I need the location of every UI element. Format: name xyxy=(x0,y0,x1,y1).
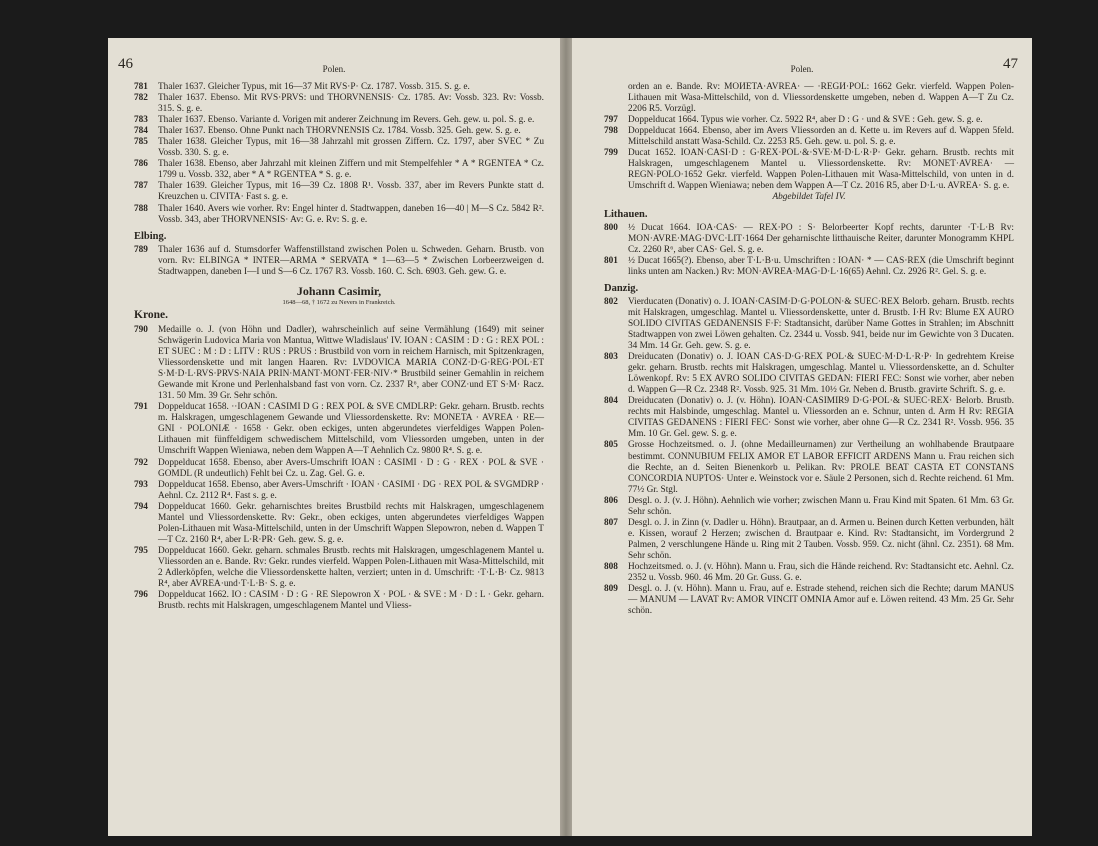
entry-text: Thaler 1637. Gleicher Typus, mit 16—37 Mit RVS·P· Cz. 1787. Vossb. 315. S. g. e. xyxy=(158,82,470,92)
entry-text: orden an e. Bande. Rv: MOИETA·AVREA· — ·REGИ·POL: 1662 Gekr. vierfeld. Wappen Polen-Lithauen mit Wasa-Mittelschild, von d. Vliessordenskette umgeben, neben d. Wappen A—T Zu Cz. 2206 R5. Vorzügl. xyxy=(628,82,1014,115)
entry-number: 799 xyxy=(604,148,618,159)
entry-number: 800 xyxy=(604,222,618,233)
entry-text: Thaler 1637. Ebenso. Mit RVS·PRVS: und THORVNENSIS· Cz. 1785. Av: Vossb. 323. Rv: Vossb. 315. S. g. e. xyxy=(158,93,544,115)
entry-number: 781 xyxy=(134,82,148,92)
entry-number: 787 xyxy=(134,181,148,192)
entry-text: Dreiducaten (Donativ) o. J. IOAN CAS·D·G·REX POL·& SUEC·M·D·L·R·P· In gedrehtem Kreise gekr. geharn. Brustb. rechts mit Halskragen, umgeschlag. Mantel u. Vliessordenskette, an d. Schulter Löwenkopf. Rv: 5 EX AVRO SOLIDO CIVITAS GEDAN: FIERI FEC: Sonst wie vorher, aber neben d. Wappen G—R Cz. 2348 R². Vossb. 925. 31 Mm. 10½ Gr. Neben d. Brustb. gravirte Schrift. S. g. e. xyxy=(628,352,1014,396)
entry-number: 788 xyxy=(134,203,148,214)
catalog-entry xyxy=(134,325,544,402)
catalog-entry xyxy=(134,126,544,137)
catalog-entry xyxy=(604,223,1014,256)
entry-text: Thaler 1638. Ebenso, aber Jahrzahl mit kleinen Ziffern und mit Stempelfehler * A * RGENTEA * Cz. 1799 u. Vossb. 332, aber * A * RGENTEA * S. g. e. xyxy=(158,159,544,181)
catalog-entry xyxy=(604,126,1014,148)
entry-text: Thaler 1638. Gleicher Typus, mit 16—38 Jahrzahl mit grossen Ziffern. Cz. 1797, aber SVEC * Zu Vossb. 330. S. g. e. xyxy=(158,137,544,159)
left-page xyxy=(108,38,560,836)
catalog-entry xyxy=(134,546,544,590)
entry-number: 804 xyxy=(604,396,618,407)
catalog-entry xyxy=(604,115,1014,126)
catalog-entry-continued xyxy=(604,82,1014,115)
entry-number: 796 xyxy=(134,590,148,601)
catalog-entry xyxy=(134,204,544,226)
right-column xyxy=(604,82,1014,617)
entry-number: 795 xyxy=(134,545,148,556)
entry-number: 806 xyxy=(604,495,618,506)
entry-text: Thaler 1637. Ebenso. Variante d. Vorigen mit anderer Zeichnung im Revers. Geh. gew. u. pol. S. g. e. xyxy=(158,115,535,126)
left-column xyxy=(134,82,544,612)
catalog-entry xyxy=(604,496,1014,518)
entry-number: 786 xyxy=(134,159,148,170)
entry-number: 794 xyxy=(134,501,148,512)
catalog-entry xyxy=(134,480,544,502)
catalog-entry xyxy=(134,402,544,457)
entry-text: Doppelducat 1658. Ebenso, aber Avers-Umschrift IOAN : CASIMI · D : G · REX · POL & SVE · GOMDL (R undeutlich) Fehlt bei Cz. u. Zag. Gel. G. e. xyxy=(158,457,544,479)
catalog-entry xyxy=(134,590,544,612)
entry-text: Doppelducat 1664. Ebenso, aber im Avers Vliessorden an d. Kette u. im Revers auf d. Wappen 5feld. Mittelschild anstatt Wasa-Schild. Cz. 2253 R5. Geh. gew. u. pol. S. g. e. xyxy=(628,126,1014,148)
entry-text: Hochzeitsmed. o. J. (v. Höhn). Mann u. Frau, sich die Hände reichend. Rv: Stadtansicht etc. Aehnl. Cz. 2352 u. Vossb. 960. 46 Mm. 20 Gr. Guss. G. e. xyxy=(628,561,1014,584)
catalog-entry xyxy=(134,159,544,181)
entry-text: Desgl. o. J. (v. Höhn). Mann u. Frau, auf e. Estrade stehend, reichen sich die Rechte; darum MANUS — MANUM — LAVAT Rv: AMOR VINCIT OMNIA Amor auf e. Löwen reitend. 43 Mm. 25 Gr. Sehr schön. xyxy=(628,584,1014,617)
entry-text: Desgl. o. J. in Zinn (v. Dadler u. Höhn). Brautpaar, an d. Armen u. Beinen durch Ketten verbunden, hält e. Kissen, worauf 2 Herzen; zwischen d. Brautpaar e. Kind. Rv: Stadtansicht, im Vordergrund 2 Palmen, 2 verschlungene Hände u. Ring mit 2 Tauben. Vossb. 959. Cz. nicht (ähnl. Cz. 2351). 68 Mm. Sehr schön. xyxy=(628,517,1014,561)
entry-number: 790 xyxy=(134,324,148,335)
section-heading-lithauen: Lithauen. xyxy=(604,208,648,220)
running-head: Polen. xyxy=(790,64,814,74)
entry-text: Thaler 1636 auf d. Stumsdorfer Waffenstillstand zwischen Polen u. Schweden. Geharn. Brustb. von vorn. Rv: ELBINGA * INTER—ARMA * SERVATA * 1—63—5 * Zwischen Lorbeerzweigen d. Stadtwappen, daneben I—I und S—6 Cz. 1767 R3. Vossb. 160. C. Sch. 6903. Geh. gew. G. e. xyxy=(158,244,544,277)
section-heading-danzig: Danzig. xyxy=(604,282,639,294)
entry-text: Doppelducat 1658. Ebenso, aber Avers-Umschrift · IOAN · CASIMI · DG · REX POL & SVGMDRP · Aehnl. Cz. 2112 R⁴. Fast s. g. e. xyxy=(158,479,544,501)
entry-number: 802 xyxy=(604,296,618,307)
catalog-entry xyxy=(604,518,1014,562)
entry-text: ½ Ducat 1665(?). Ebenso, aber T·L·B·u. Umschriften : IOAN· * — CAS·REX (die Umschrift beginnt links unten am Nacken.) Rv: MON·AVREA·MAG·D·L·16(65) Aehnl. Cz. 2926 R². Gel. S. g. e. xyxy=(628,255,1014,277)
entry-number: 797 xyxy=(604,115,618,126)
entry-text: Thaler 1640. Avers wie vorher. Rv: Engel hinter d. Stadtwappen, daneben 16—40 | M—S Cz. 5842 R². Vossb. 343, aber THORVNENSIS· Av: G. e. Rv: S. g. e. xyxy=(158,203,544,225)
entry-number: 807 xyxy=(604,517,618,528)
entry-number: 792 xyxy=(134,457,148,468)
catalog-entry xyxy=(604,396,1014,440)
catalog-entry xyxy=(604,297,1014,352)
section-heading-elbing: Elbing. xyxy=(134,230,167,242)
entry-number: 809 xyxy=(604,584,618,595)
entry-number: 803 xyxy=(604,352,618,363)
entry-number: 801 xyxy=(604,255,618,266)
page-number: 47 xyxy=(1003,56,1018,72)
entry-number: 808 xyxy=(604,561,618,572)
entry-text: ½ Ducat 1664. IOA·CAS· — REX·PO : S· Belorbeerter Kopf rechts, darunter ·T·L·B Rv: MON·AVRE·MAG·DVC·LIT·1664 Der geharnischte litthauische Reiter, darunter Monogramm KHPL Cz. 2260 R⁶, aber CAS· Gel. S. g. e. xyxy=(628,222,1014,255)
ruler-heading: Johann Casimir, xyxy=(296,283,382,298)
catalog-entry xyxy=(604,562,1014,584)
catalog-entry xyxy=(134,115,544,126)
catalog-entry xyxy=(134,502,544,546)
entry-number: 785 xyxy=(134,137,148,148)
right-page xyxy=(572,38,1032,836)
plate-caption: Abgebildet Tafel IV. xyxy=(772,192,846,203)
entry-number: 783 xyxy=(134,115,148,126)
ruler-dates: 1648—68, † 1672 zu Nevers in Frankreich. xyxy=(282,298,396,306)
entry-text: Ducat 1652. IOAN·CASI·D : G·REX·POL·&·SVE·M·D·L·R·P· Gekr. geharn. Brustb. rechts mit Halskragen, umgeschlagenem Mantel u. Vliessordenskette. Rv: MONET·AVREA· — REGN·POLO·1652 Gekr. vierfeld. Wappen Polen-Lithauen mit Wasa-Mittelschild, von unten in d. Umschrift d. Wappen Wieniawa; neben dem Wappen A—T Cz. 2016 R5, aber D·L·u. AVREA· S. g. e. xyxy=(628,148,1014,192)
entry-text: Thaler 1639. Gleicher Typus, mit 16—39 Cz. 1808 R¹. Vossb. 337, aber im Revers Punkte statt d. Kreuzchen u. CIVITA· Fast s. g. e. xyxy=(158,181,544,203)
catalog-entry xyxy=(604,352,1014,396)
entry-text: Doppelducat 1662. IO : CASIM · D : G · RE Slepowron X · POL · & SVE : M · D : L · Gekr. geharn. Brustb. rechts mit Halskragen, umgeschlagenem Mantel und Vliess- xyxy=(158,590,544,612)
entry-number: 791 xyxy=(134,402,148,413)
catalog-entry xyxy=(134,245,544,278)
entry-text: Dreiducaten (Donativ) o. J. (v. Höhn). IOAN·CASIMIR9 D·G·POL·& SUEC·REX· Belorb. Brustb. rechts mit Halsbinde, umgeschlag. Mantel u. Vliessorden an e. Schnur, unten d. Arm H Rv: REGIA CIVITAS GEDANENS : FIERI FEC· Sonst wie vorher, aber ohne G—R Cz. 2341 R². Vossb. 956. 35 Mm. 10 Gr. Gel. gew. S. g. e. xyxy=(628,396,1014,440)
entry-text: Doppelducat 1660. Gekr. geharn. schmales Brustb. rechts mit Halskragen, umgeschlagenem Mantel u. Vliessorden an e. Bande. Rv: Gekr. rundes vierfeld. Wappen Polen-Lithauen mit Wasa-Mittelschild, mit 2 Adlerköpfen, welche die Vliessordenskette halten, verziert; unten in d. Umschrift: ·T·L·B· Cz. 9813 R⁴, aber AVREA·und·T·L·B· S. g. e. xyxy=(158,545,544,590)
catalog-entry xyxy=(134,181,544,203)
entry-text: Doppelducat 1664. Typus wie vorher. Cz. 5922 R⁴, aber D : G · und & SVE : Geh. gew. S. g. e. xyxy=(628,115,983,126)
catalog-entry xyxy=(604,584,1014,617)
running-head: Polen. xyxy=(322,64,346,74)
entry-text: Grosse Hochzeitsmed. o. J. (ohne Medailleurnamen) zur Vertheilung an wohlhabende Brautpaare bestimmt. CONNUBIUM FELIX AMOR ET LABOR EFFICIT ARDENS Mann u. Frau reichen sich die Rechte, an d. Seiten Bienenkorb u. Pelikan. Rv: PROLE BEAT CASTA ET CONSTANS CONCORDIA NUPTOS· Unter e. Weinstock vor e. Säule 2 Personen, sich d. Rechte reichend. 61 Mm. 77½ Gr. Stgl. xyxy=(628,440,1014,495)
entry-text: Doppelducat 1658. ··IOAN : CASIMI D G : REX POL & SVE CMDLRP: Gekr. geharn. Brustb. rechts m. Halskragen, umgeschlagenem Gewande und Vliessordenskette. Rv: MONETA · AVREA · RE—GNI · POLONIÆ · 1658 · Gekr. oben eckiges, unten abgerundetes vierfeldiges Wappen Polen-Lithauen mit fünffeldigem schwedischem Mittelschild, vom Vliessorden umgeben, unten in der Umschrift Wappen Wieniawa, neben dem Wappen A—T Aehnlich Cz. 9800 R⁴. S. g. e. xyxy=(158,402,544,457)
entry-number: 782 xyxy=(134,93,148,104)
catalog-entry xyxy=(134,458,544,480)
catalog-entry xyxy=(134,137,544,159)
catalog-entry xyxy=(134,93,544,115)
entry-number: 784 xyxy=(134,126,148,137)
entry-text: Medaille o. J. (von Höhn und Dadler), wahrscheinlich auf seine Vermählung (1649) mit seiner Schwägerin Ludovica Maria von Mantua, Wittwe Wladislaus' IV. IOAN : CASIM : D : G : REX POL : ET SUEC : M : D : LITV : RUS : PRUS : Brustbild von vorn in reichem Harnisch, mit Spitzenkragen, Vliessordenskette und mit langen Haaren. Rv: LVDOVICA MARIA CONZ·D·G·REG·POL·ET S·M·D·L·RVS·PRVS·NAIA PRIN·MANT·MONT·FER·NIV·* Brustbild seiner Gemahlin in reichem Gewande mit Krone und Perlenhalsband fast von vorn. Cz. 2337 R⁶, aber CONZ·und ET S·M· Racz. 131. 50 Mm. 39 Gr. Sehr schön. xyxy=(158,324,544,402)
catalog-entry xyxy=(604,256,1014,278)
entry-text: Thaler 1637. Ebenso. Ohne Punkt nach THORVNENSIS Cz. 1784. Vossb. 325. Geh. gew. S. g. e. xyxy=(158,126,521,137)
entry-number: 805 xyxy=(604,440,618,451)
catalog-entry xyxy=(604,148,1014,192)
entry-text: Vierducaten (Donativ) o. J. IOAN·CASIM·D·G·POLON·& SUEC·REX Belorb. geharn. Brustb. rechts mit Halskragen, umgeschlag. Mantel u. Vliessordenskette, unter d. Brustb. I·H Rv: Blume EX AURO SOLIDO CIVITAS GEDANENSIS F·F: Stadtansicht, darüber Name Gottes in Strahlen; im Abschnitt Stadtwappen von zwei Löwen gehalten. Cz. 2344 u. Vossb. 941, beide nur im Gewichte von 3 Ducaten. 34 Mm. 14 Gr. Geh. gew. S. g. e. xyxy=(628,296,1014,352)
catalog-entry xyxy=(604,440,1014,495)
section-heading-krone: Krone. xyxy=(134,308,168,321)
entry-text: Desgl. o. J. (v. J. Höhn). Aehnlich wie vorher; zwischen Mann u. Frau Kind mit Spaten. 61 Mm. 63 Gr. Sehr schön. xyxy=(628,495,1014,517)
entry-number: 789 xyxy=(134,244,148,255)
entry-number: 793 xyxy=(134,479,148,490)
catalog-entry xyxy=(134,82,544,93)
entry-number: 798 xyxy=(604,126,618,137)
page-number: 46 xyxy=(118,56,133,72)
entry-text: Doppelducat 1660. Gekr. geharnischtes breites Brustbild rechts mit Halskragen, umgeschlagenem Mantel und Vliessordenskette. Rv: Gekr., oben eckiges, unten abgerundetes vierfeldiges Wappen Polen-Lithauen mit Wasa-Mittelschild, unten in der Umschrift Wappen Slepowron, neben d. Wappen T—T Cz. 2160 R⁴, aber L·R·PR· Geh. gew. S. g. e. xyxy=(158,501,544,545)
